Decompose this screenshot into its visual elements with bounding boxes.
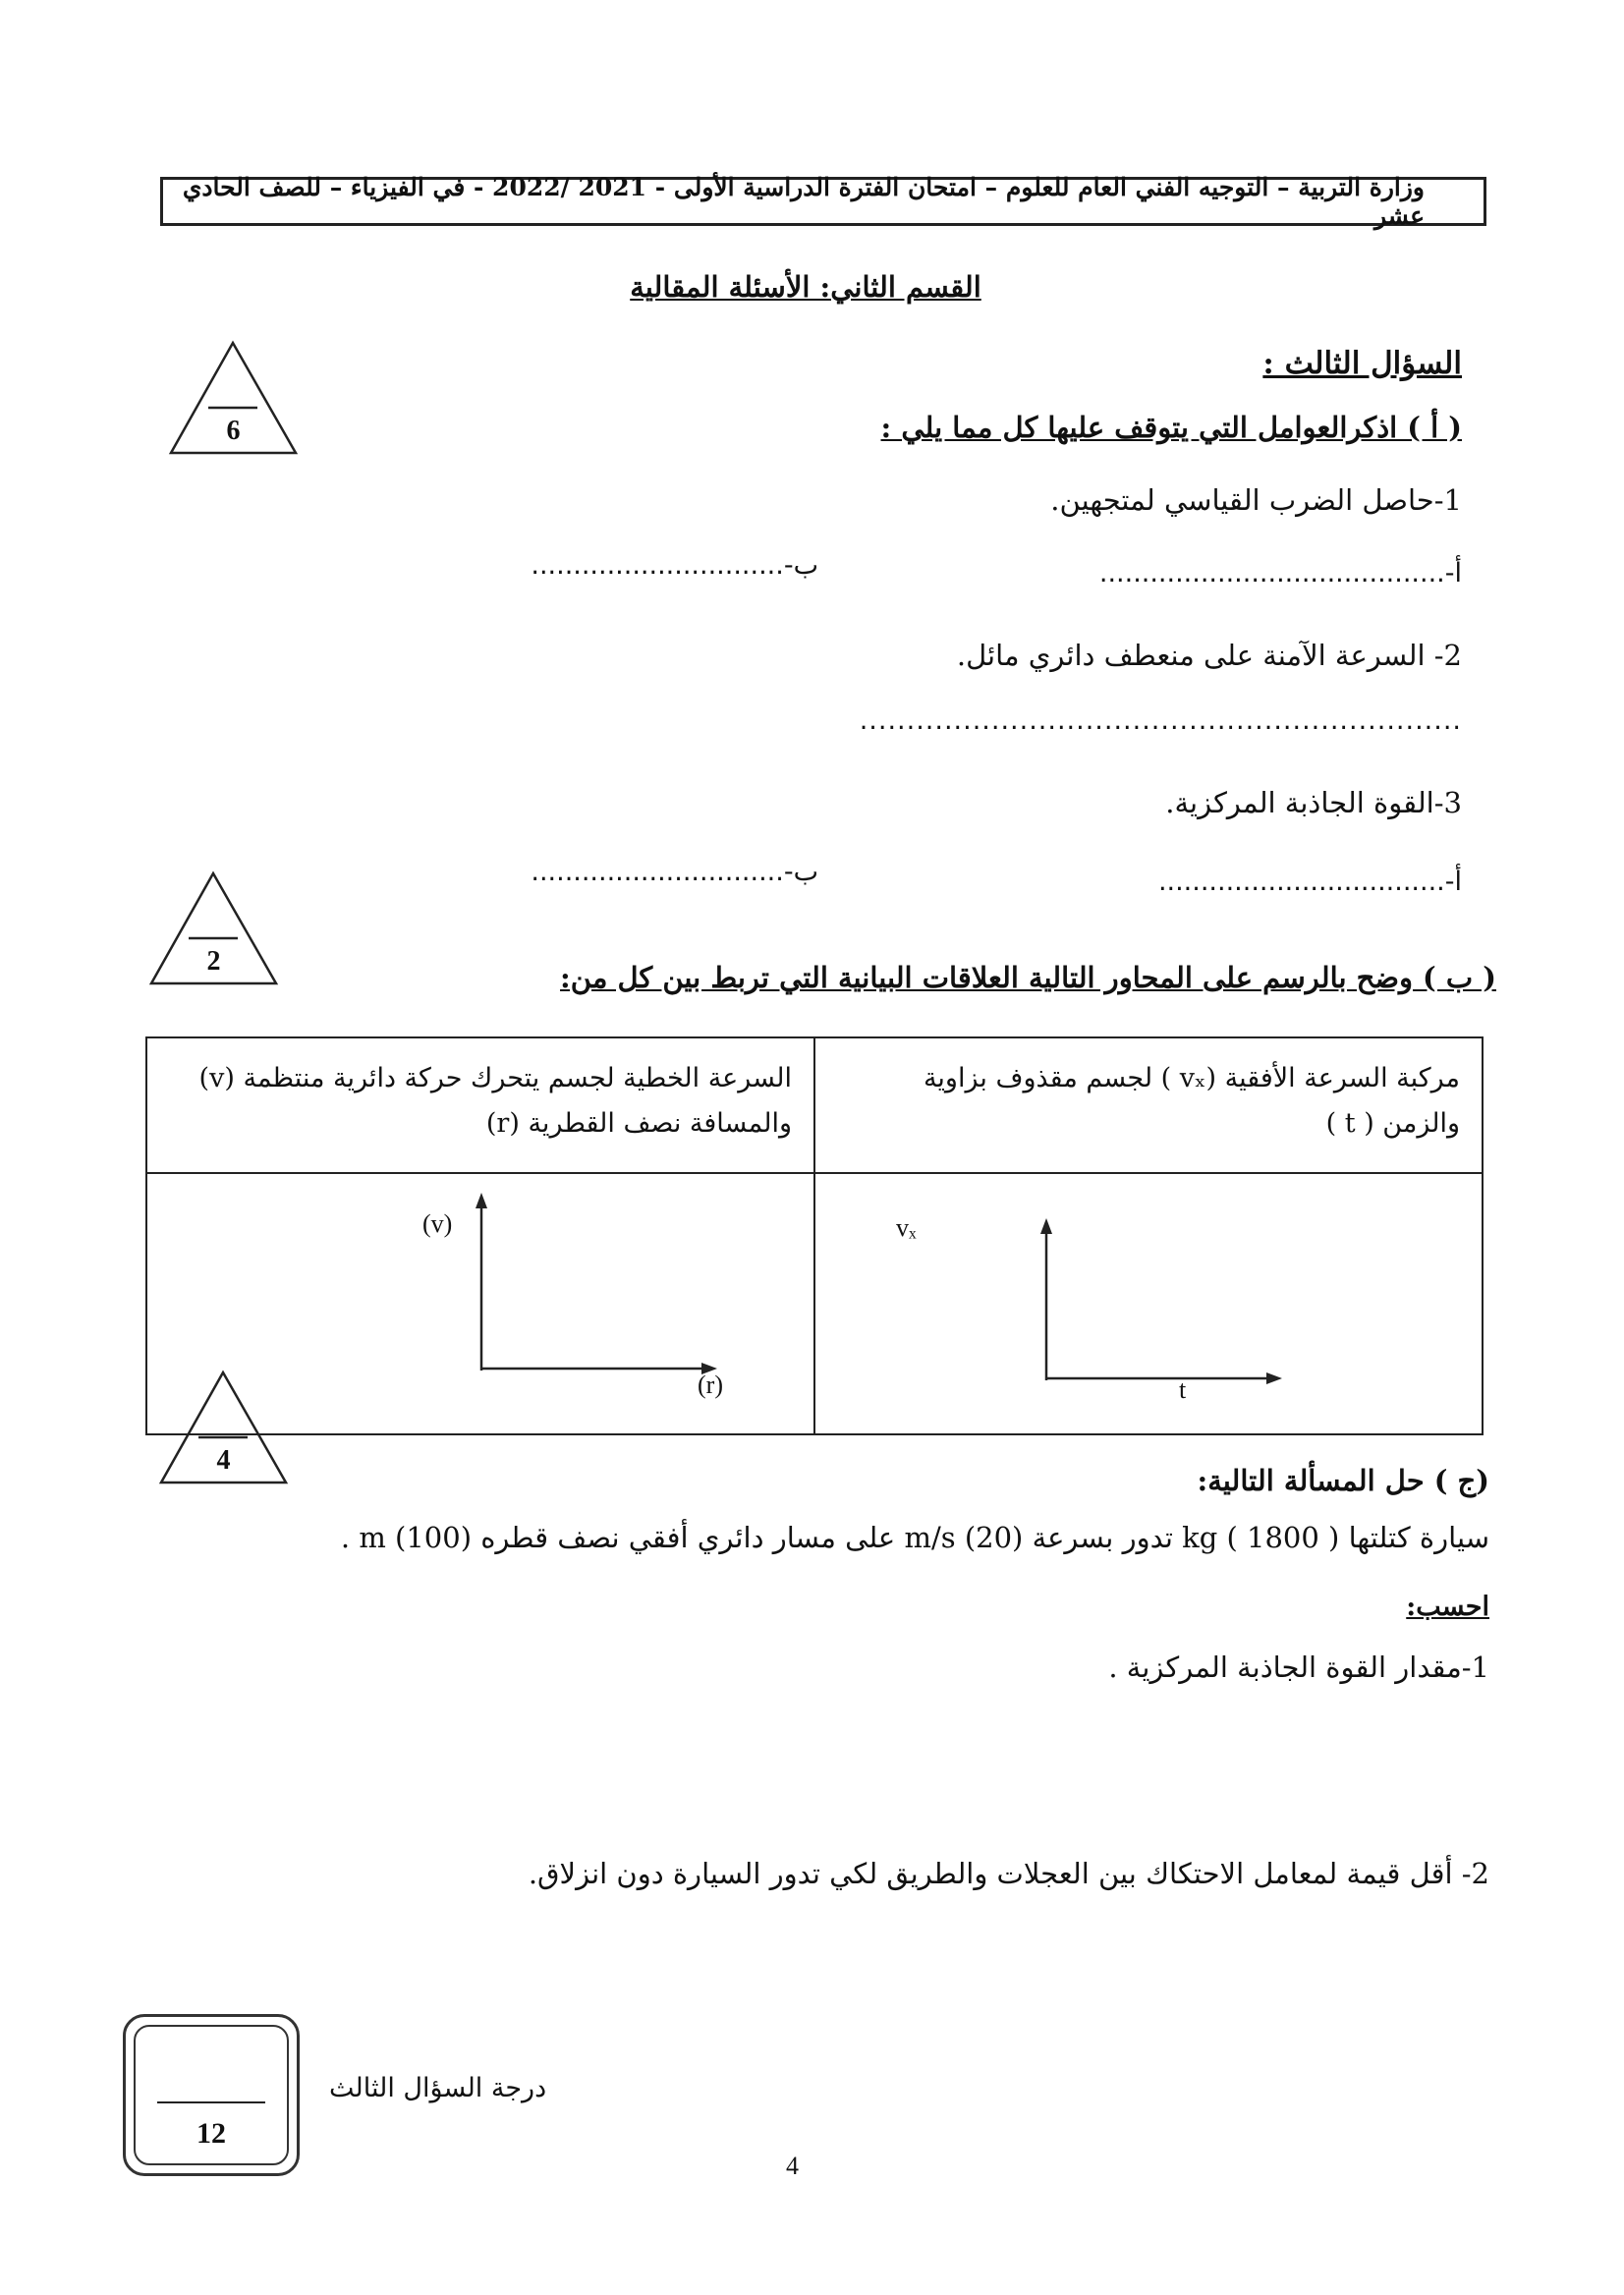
graph-left-line-2: والمسافة نصف القطرية (r) (485, 1107, 792, 1139)
answer-line-3a[interactable]: أ-.................................. (1157, 867, 1462, 897)
problem-statement: سيارة كتلتها kg ( 1800 ) تدور بسرعة m/s (20) على مسار دائري أفقي نصف قطره m (100) . (340, 1521, 1489, 1554)
section-title: القسم الثاني: الأسئلة المقالية (630, 270, 981, 304)
answer-line-3b[interactable]: ب-.............................. (531, 857, 818, 887)
score-triangle-part-c (157, 1369, 290, 1486)
axes-vx-t-icon (914, 1208, 1307, 1405)
axis-label-t: t (1179, 1375, 1187, 1404)
score-value-part-b: 2 (206, 946, 221, 977)
score-triangle-part-a (167, 339, 300, 457)
score-triangle-part-b (147, 869, 280, 987)
axis-label-r: (r) (698, 1371, 723, 1399)
part-c-item-2: 2- أقل قيمة لمعامل الاحتكاك بين العجلات والطريق لكي تدور السيارة دون انزلاق. (528, 1857, 1489, 1890)
total-score-value: 12 (196, 2117, 226, 2150)
part-a-item-3: 3-القوة الجاذبة المركزية. (1165, 786, 1462, 819)
total-score-box (123, 2014, 300, 2176)
graph-description-right (815, 1038, 1482, 1164)
answer-line-1b[interactable]: ب-.............................. (531, 550, 818, 581)
question-title: السؤال الثالث : (1262, 346, 1462, 381)
part-b-heading: ( ب ) وضح بالرسم على المحاور التالية العلاقات البيانية التي تربط بين كل من: (560, 961, 1496, 994)
graph-description-left (147, 1038, 813, 1164)
total-score-inner (134, 2025, 289, 2165)
page-number: 4 (786, 2152, 799, 2180)
score-divider (157, 2101, 265, 2103)
part-c-item-1: 1-مقدار القوة الجاذبة المركزية . (1108, 1651, 1489, 1684)
part-c-heading: (ج ) حل المسألة التالية: (1197, 1464, 1489, 1497)
answer-line-2[interactable]: ................................................................ (859, 705, 1462, 736)
axis-label-vx: vₓ (896, 1213, 917, 1242)
exam-header-text: وزارة التربية – التوجيه الفني العام للعلوم – امتحان الفترة الدراسية الأولى - 2021 /2022 - في الفيزياء – للصف الحادي عشر (182, 173, 1425, 230)
graphs-table (145, 1036, 1484, 1435)
axis-label-v: (v) (422, 1209, 453, 1238)
part-a-heading: ( أ ) اذكرالعوامل التي يتوقف عليها كل مما يلي : (880, 411, 1462, 444)
part-a-item-1: 1-حاصل الضرب القياسي لمتجهين. (1050, 483, 1462, 517)
part-a-item-2: 2- السرعة الآمنة على منعطف دائري مائل. (956, 639, 1462, 672)
graph-left-line-1: السرعة الخطية لجسم يتحرك حركة دائرية منتظمة (v) (198, 1063, 792, 1093)
graph-header-right (814, 1037, 1483, 1173)
graph-right-line-1: مركبة السرعة الأفقية (vₓ ) لجسم مقذوف بزاوية (923, 1063, 1460, 1093)
exam-header (160, 173, 1486, 230)
graph-area-right[interactable] (814, 1173, 1483, 1434)
total-score-label: درجة السؤال الثالث (329, 2073, 547, 2103)
score-value-part-c: 4 (216, 1445, 231, 1476)
calculate-label: احسب: (1406, 1592, 1489, 1622)
answer-line-1a[interactable]: أ-......................................... (1098, 558, 1462, 588)
graph-right-line-2: والزمن ( t ) (1325, 1107, 1460, 1139)
graph-header-left (146, 1037, 814, 1173)
axes-v-r-icon (324, 1189, 737, 1385)
score-value-part-a: 6 (226, 416, 241, 446)
